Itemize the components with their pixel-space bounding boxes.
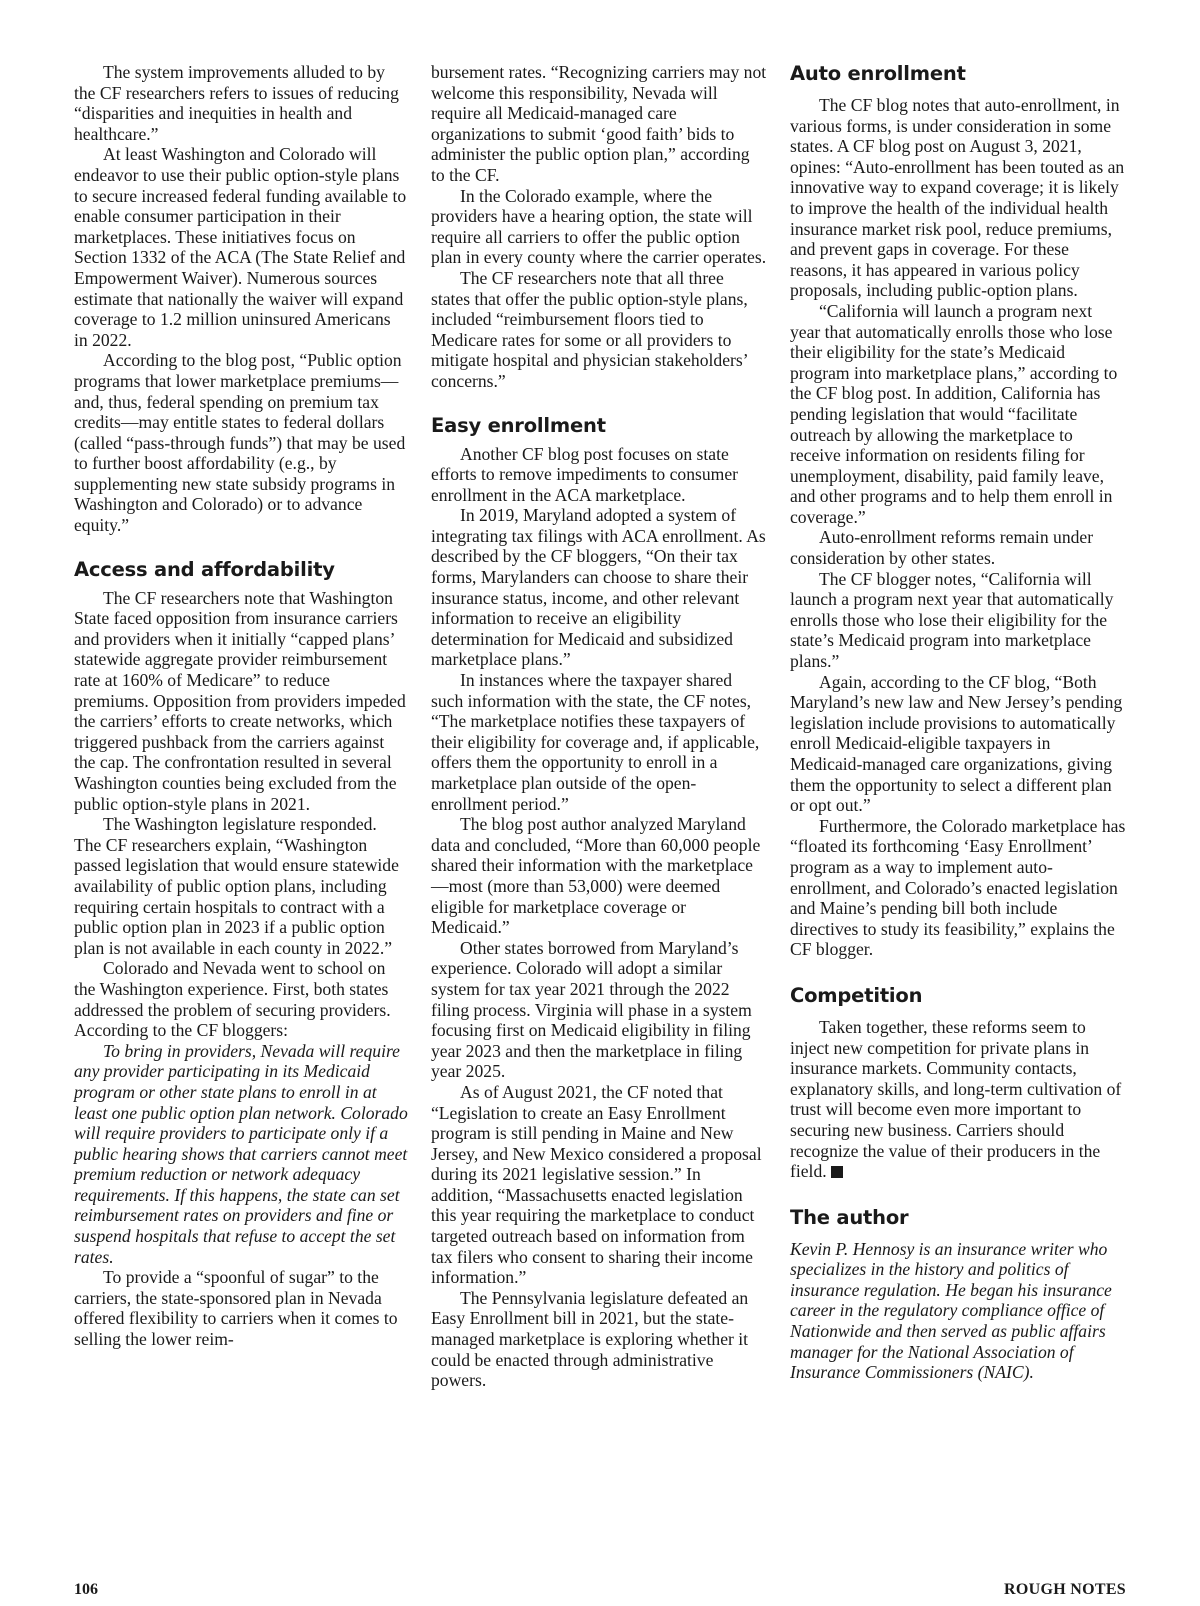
paragraph: The blog post author analyzed Maryland data and concluded, “More than 60,000 people shared their information with the marketplace—most (more than 53,000) were deemed eligible for marketplace coverage or Medicaid.” <box>431 814 761 938</box>
block-quote: To bring in providers, Nevada will require any provider participating in its Medicaid program or other state plans to enroll in at least one public option plan network. Colorado will require providers to participate only if a public hearing shows that carriers cannot meet premium reduction or network adequacy requirements. If this happens, the state can set reimbursement rates on providers and fine or suspend hospitals that refuse to accept the set rates. <box>74 1040 408 1267</box>
section-heading-auto-enrollment: Auto enrollment <box>790 62 966 85</box>
paragraph: The Washington legislature responded. The CF researchers explain, “Washington passed legislation that would ensure statewide availability of public option plans, including requiring certain hospitals to contract with a public option plan in 2023 if a public option plan is not available in each county in 2022.” <box>74 814 399 958</box>
paragraph: In instances where the taxpayer shared such information with the state, the CF notes, “The marketplace notifies these taxpayers of their eligibility for coverage and, if applicable, offers them the opportunity to enroll in a marketplace plan outside of the open-enrollment period.” <box>431 670 760 814</box>
paragraph: Other states borrowed from Maryland’s experience. Colorado will adopt a similar system for tax year 2021 through the 2022 filing process. Virginia will phase in a system focusing first on Medicaid eligibility in filing year 2023 and then the marketplace in filing year 2025. <box>431 937 752 1082</box>
paragraph: The Pennsylvania legislature defeated an Easy Enrollment bill in 2021, but the state-managed marketplace is exploring whether it could be enacted through administrative powers. <box>431 1287 749 1391</box>
paragraph: Another CF blog post focuses on state efforts to remove impediments to consumer enrollment in the ACA marketplace. <box>431 443 739 505</box>
paragraph: Furthermore, the Colorado marketplace has “floated its forthcoming ‘Easy Enrollment’ program as a way to implement auto-enrollment, and Colorado’s enacted legislation and Maine’s pending bill both include directives to study its feasibility,” explains the CF blogger. <box>790 815 1126 960</box>
column-3 <box>790 62 1126 1383</box>
paragraph: In the Colorado example, where the providers have a hearing option, the state will require all carriers to offer the public option plan in every county where the carrier operates. <box>431 185 767 268</box>
paragraph: bursement rates. “Recognizing carriers may not welcome this responsibility, Nevada will require all Medicaid-managed care organizations to submit ‘good faith’ bids to administer the public option plan,” according to the CF. <box>431 62 767 185</box>
paragraph: The CF blog notes that auto-enrollment, in various forms, is under consideration in some states. A CF blog post on August 3, 2021, opines: “Auto-enrollment has been touted as an innovative way to expand coverage; it is likely to improve the health of the individual health insurance market risk pool, reduce premiums, and prevent gaps in coverage. For these reasons, it has appeared in various policy proposals, including public-option plans. <box>790 95 1125 301</box>
paragraph: As of August 2021, the CF noted that “Legislation to create an Easy Enrollment program is still pending in Maine and New Jersey, and New Mexico considered a proposal during its 2021 legislative session.” In addition, “Massachusetts enacted legislation this year requiring the marketplace to conduct targeted outreach based on information from tax filers who consent to sharing their income information.” <box>431 1081 762 1288</box>
paragraph: At least Washington and Colorado will endeavor to use their public option-style plans to secure increased federal funding available to enable consumer participation in their marketplaces. These initiatives focus on Section 1332 of the ACA (The State Relief and Empowerment Waiver). Numerous sources estimate that nationally the waiver will expand coverage to 1.2 million uninsured Americans in 2022. <box>74 144 407 350</box>
section-heading-easy-enrollment: Easy enrollment <box>431 413 606 437</box>
section-heading-competition: Competition <box>790 983 923 1007</box>
closing-paragraph-text: Taken together, these reforms seem to inject new competition for private plans in insurance markets. Community contacts, explanatory skills, and long-term cultivation of trust will become even more important to securing new business. Carriers should recognize the value of their producers in the field. <box>790 1016 1122 1182</box>
paragraph: The CF researchers note that all three states that offer the public option-style plans, included “reimbursement floors tied to Medicare rates for some or all providers to mitigate hospital and physician stakeholders’ concerns.” <box>431 267 748 391</box>
paragraph: To provide a “spoonful of sugar” to the carriers, the state-sponsored plan in Nevada offered flexibility to carriers when it comes to selling the lower reim- <box>74 1267 398 1350</box>
paragraph: According to the blog post, “Public option programs that lower marketplace premiums—and, thus, federal spending on premium tax credits—may entitle states to federal dollars (called “pass-through funds”) that may be used to further boost affordability (e.g., by supplementing new state subsidy programs in Washington and Colorado) or to advance equity.” <box>74 350 406 536</box>
author-bio: Kevin P. Hennosy is an insurance writer who specializes in the history and politics of insurance regulation. He began his insurance career in the regulatory compliance office of Nationwide and then served as public affairs manager for the National Association of Insurance Commissioners (NAIC). <box>790 1238 1112 1383</box>
column-1 <box>74 62 408 1350</box>
column-2 <box>431 62 767 1391</box>
paragraph: Colorado and Nevada went to school on the Washington experience. First, both states addressed the problem of securing providers. According to the CF bloggers: <box>74 958 391 1041</box>
paragraph: The system improvements alluded to by the CF researchers refers to issues of reducing “disparities and inequities in health and healthcare.” <box>74 62 399 144</box>
page-number: 106 <box>74 1581 98 1598</box>
publication-name: ROUGH NOTES <box>1004 1581 1126 1598</box>
section-heading-access-affordability: Access and affordability <box>74 557 335 581</box>
paragraph: “California will launch a program next year that automatically enrolls those who lose their eligibility for the state’s Medicaid program into marketplace plans,” according to the CF blog post. In addition, California has pending legislation that would “facilitate outreach by allowing the marketplace to receive information on residents filing for unemployment, disability, paid family leave, and other programs and to help them enroll in coverage.” <box>790 300 1118 527</box>
paragraph: The CF researchers note that Washington State faced opposition from insurance carriers and providers when it initially “capped plans’ statewide aggregate provider reimbursement rate at 160% of Medicare” to reduce premiums. Opposition from providers impeded the carriers’ efforts to create networks, which triggered pushback from the carriers against the cap. The confrontation resulted in several Washington counties being excluded from the public option-style plans in 2021. <box>74 587 406 814</box>
end-of-article-mark <box>831 1166 843 1178</box>
paragraph: Auto-enrollment reforms remain under consideration by other states. <box>790 527 1094 569</box>
paragraph: In 2019, Maryland adopted a system of integrating tax filings with ACA enrollment. As described by the CF bloggers, “On their tax forms, Marylanders can choose to share their insurance status, income, and other relevant information to receive an eligibility determination for Medicaid and subsidized marketplace plans.” <box>431 505 766 670</box>
section-heading-the-author: The author <box>790 1205 909 1229</box>
paragraph: The CF blogger notes, “California will launch a program next year that automatically enrolls those who lose their eligibility for the state’s Medicaid program into marketplace plans.” <box>790 568 1114 672</box>
paragraph: Again, according to the CF blog, “Both Maryland’s new law and New Jersey’s pending legislation include provisions to automatically enroll Medicaid-eligible taxpayers in Medicaid-managed care organizations, giving them the opportunity to select a different plan or opt out.” <box>790 671 1123 816</box>
paragraph <box>790 1017 1126 1182</box>
